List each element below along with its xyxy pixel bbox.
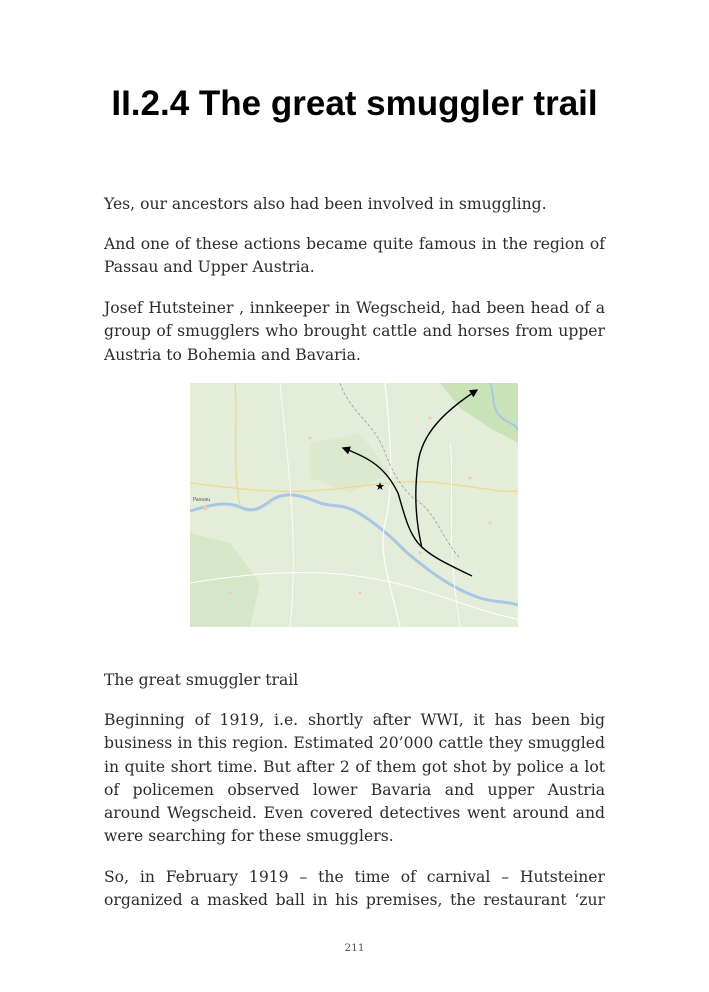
paragraph-3: Josef Hutsteiner , innkeeper in Wegscheid, had been head of a group of smugglers who brought cattle and horses from upper Austria to Bohemia and Bavaria. — [104, 299, 605, 364]
paragraph-4: Beginning of 1919, i.e. shortly after WWI, it has been big business in this region. Estimated 20’000 cattle they smuggled in quite short time. But after 2 of them got shot by police a lot of policemen observed lower Bavaria and upper Austria around Wegscheid. Even covered detectives went around and were searching for these smugglers. — [104, 711, 605, 846]
page-number: 211 — [344, 942, 365, 954]
star-marker-icon: ★ — [375, 480, 385, 493]
figure-caption: The great smuggler trail — [104, 671, 299, 689]
map-label-passau: Passau — [193, 497, 211, 503]
smuggler-trail-map — [190, 383, 518, 627]
paragraph-2: And one of these actions became quite famous in the region of Passau and Upper Austria. — [104, 235, 605, 277]
map-graphic — [190, 383, 518, 627]
paragraph-1: Yes, our ancestors also had been involved in smuggling. — [104, 195, 547, 213]
section-heading: II.2.4 The great smuggler trail — [111, 84, 598, 123]
paragraph-5: So, in February 1919 – the time of carnival – Hutsteiner organized a masked ball in his premises, the restaurant ‘zur — [104, 868, 605, 910]
